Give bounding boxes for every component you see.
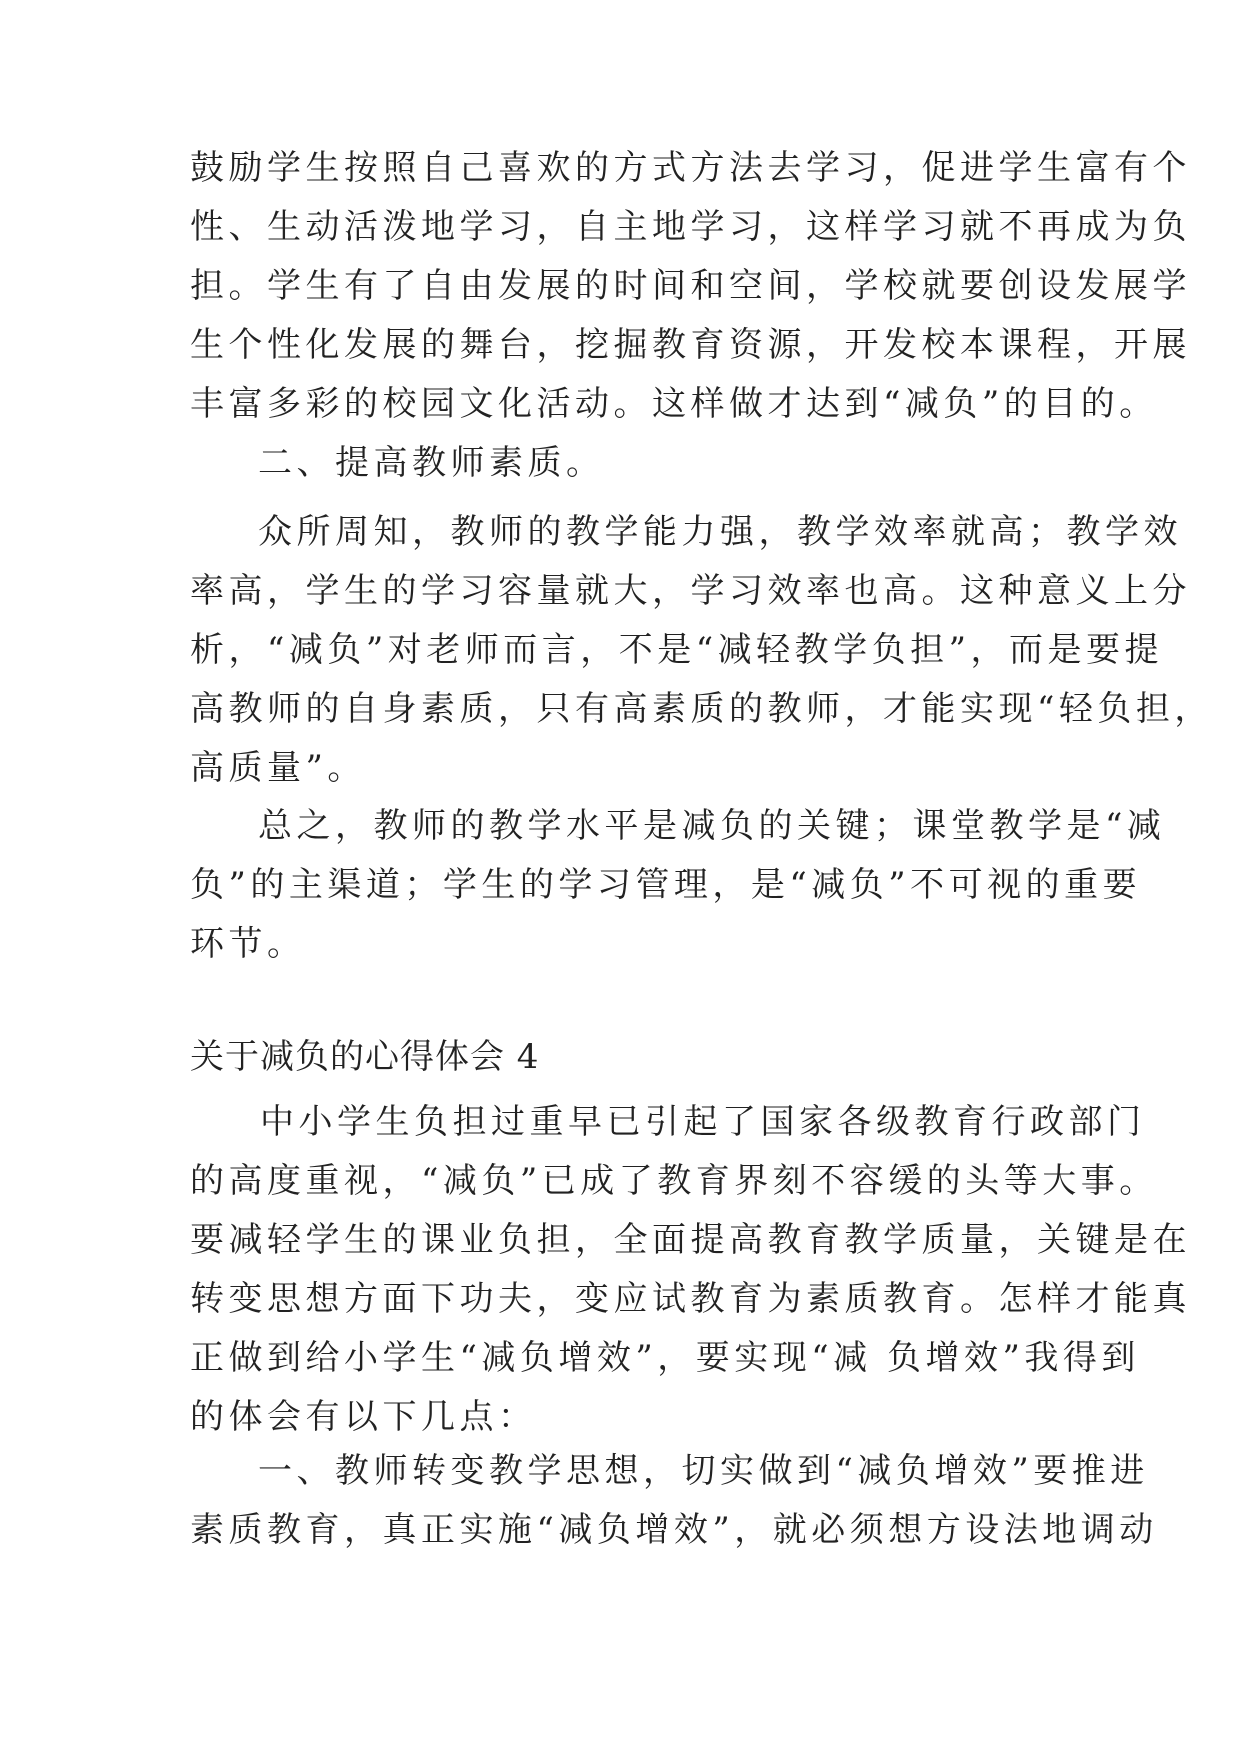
section-2-title-block [190,434,1050,493]
article-4-heading: 关于减负的心得体会 4 [190,1037,540,1077]
paragraph-4-line-5: 正做到给小学生“减负增效”，要实现“减 负增效”我得到 [190,1338,1140,1378]
paragraph-1-line-3: 担。学生有了自由发展的时间和空间，学校就要创设发展学 [190,266,1191,306]
paragraph-5-line-1: 一、教师转变教学思想，切实做到“减负增效”要推进 [258,1451,1149,1491]
paragraph-4-line-3: 要减轻学生的课业负担，全面提高教育教学质量，关键是在 [190,1220,1191,1260]
paragraph-2-line-4: 高教师的自身素质，只有高素质的教师，才能实现“轻负担， [190,689,1213,729]
paragraph-1-line-4: 生个性化发展的舞台，挖掘教育资源，开发校本课程，开展 [190,325,1191,365]
paragraph-1 [190,139,1191,434]
section-2-title: 二、提高教师素质。 [258,443,605,483]
paragraph-3-line-2: 负”的主渠道；学生的学习管理，是“减负”不可视的重要 [190,865,1142,905]
paragraph-2 [190,503,1213,798]
paragraph-1-line-5: 丰富多彩的校园文化活动。这样做才达到“减负”的目的。 [190,384,1158,424]
paragraph-2-line-5: 高质量”。 [190,748,366,788]
paragraph-1-line-1: 鼓励学生按照自己喜欢的方式方法去学习，促进学生富有个 [190,148,1191,188]
paragraph-3 [190,797,1166,974]
paragraph-3-line-1: 总之，教师的教学水平是减负的关键；课堂教学是“减 [258,806,1166,846]
paragraph-5 [190,1442,1158,1560]
paragraph-2-line-3: 析，“减负”对老师而言，不是“减轻教学负担”，而是要提 [190,630,1164,670]
article-4-heading-block [190,1028,1050,1087]
paragraph-4-line-2: 的高度重视，“减负”已成了教育界刻不容缓的头等大事。 [190,1161,1158,1201]
paragraph-4 [190,1093,1191,1447]
paragraph-4-line-6: 的体会有以下几点： [190,1397,537,1437]
paragraph-1-line-2: 性、生动活泼地学习，自主地学习，这样学习就不再成为负 [190,207,1191,247]
paragraph-3-line-3: 环节。 [190,924,306,964]
paragraph-4-line-4: 转变思想方面下功夫，变应试教育为素质教育。怎样才能真 [190,1279,1191,1319]
paragraph-2-line-2: 率高，学生的学习容量就大，学习效率也高。这种意义上分 [190,571,1191,611]
paragraph-4-line-1: 中小学生负担过重早已引起了国家各级教育行政部门 [260,1102,1146,1142]
paragraph-2-line-1: 众所周知，教师的教学能力强，教学效率就高；教学效 [258,512,1182,552]
paragraph-5-line-2: 素质教育，真正实施“减负增效”，就必须想方设法地调动 [190,1510,1158,1550]
